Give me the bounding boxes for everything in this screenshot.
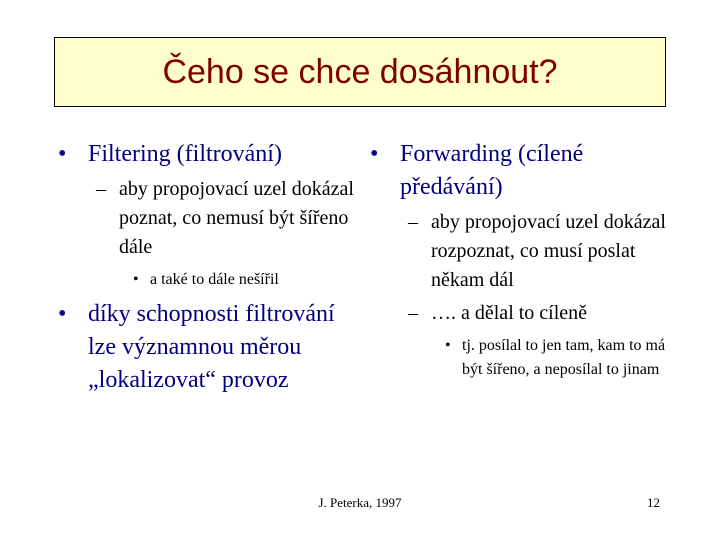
dash-marker: – (96, 178, 106, 200)
bullet-marker: • (58, 301, 67, 327)
slide-title: Čeho se chce dosáhnout? (162, 52, 558, 91)
sub-bullet-forwarding-targeted (370, 299, 670, 328)
footer-author: J. Peterka, 1997 (318, 495, 402, 510)
right-column (370, 138, 670, 382)
bullet-text: Forwarding (cílené předávání) (400, 141, 584, 200)
bullet-localization (58, 298, 358, 397)
left-column (58, 138, 358, 397)
sub-bullet-text: …. a dělal to cíleně (431, 302, 588, 324)
bullet-marker: • (370, 141, 379, 167)
subsub-bullet-text: a také to dále nešířil (150, 271, 279, 288)
title-box (54, 37, 666, 107)
bullet-marker: • (133, 271, 139, 288)
sub-bullet-text: aby propojovací uzel dokázal rozpoznat, co musí poslat někam dál (431, 211, 666, 291)
bullet-text: Filtering (filtrování) (88, 141, 282, 167)
sub-bullet-filtering-purpose (58, 175, 358, 262)
bullet-forwarding (370, 138, 670, 204)
bullet-marker: • (445, 337, 451, 354)
subsub-bullet-text: tj. posílal to jen tam, kam to má být šířeno, a neposílal to jinam (462, 337, 666, 378)
bullet-marker: • (58, 141, 67, 167)
dash-marker: – (408, 211, 418, 233)
page-number: 12 (647, 495, 660, 510)
bullet-filtering (58, 138, 358, 171)
dash-marker: – (408, 302, 418, 324)
subsub-bullet-filtering (58, 268, 358, 292)
subsub-bullet-forwarding (370, 334, 670, 382)
bullet-text: díky schopnosti filtrování lze významnou měrou „lokalizovat“ provoz (88, 301, 335, 393)
sub-bullet-text: aby propojovací uzel dokázal poznat, co nemusí být šířeno dále (119, 178, 354, 258)
sub-bullet-forwarding-purpose (370, 208, 670, 295)
